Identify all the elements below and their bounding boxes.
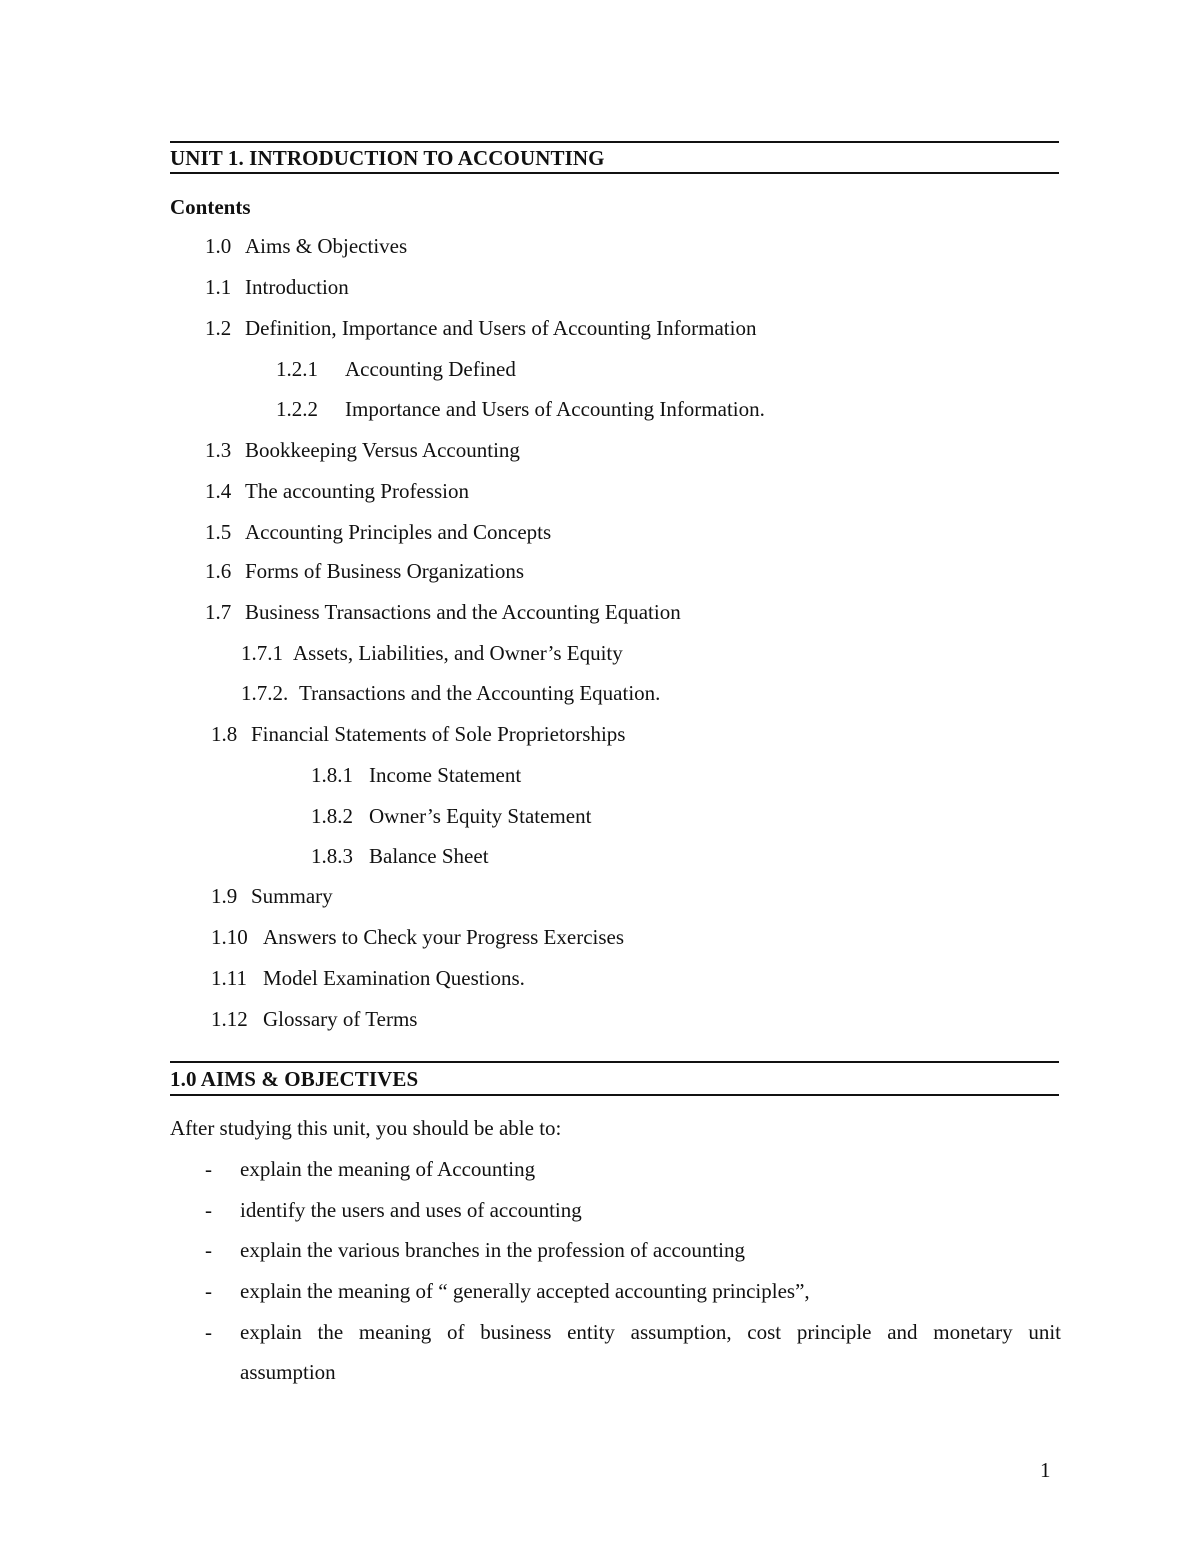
toc-item: [205, 600, 681, 624]
heading-top-rule: [170, 141, 1059, 143]
toc-title: Definition, Importance and Users of Accounting Information: [245, 316, 757, 340]
toc-title: Balance Sheet: [369, 844, 489, 868]
toc-number: 1.8.1: [311, 763, 353, 787]
toc-number: 1.7.1: [241, 641, 283, 665]
contents-label: Contents: [170, 195, 251, 219]
toc-title: Assets, Liabilities, and Owner’s Equity: [293, 641, 623, 665]
toc-title: Aims & Objectives: [245, 234, 408, 258]
toc-item: [241, 681, 660, 705]
toc-number: 1.8.2: [311, 804, 353, 828]
toc-number: 1.0: [205, 234, 232, 258]
toc-number: 1.3: [205, 438, 232, 462]
toc-title: Transactions and the Accounting Equation.: [299, 681, 661, 705]
toc-item: [211, 722, 625, 746]
toc-number: 1.6: [205, 559, 232, 583]
toc-number: 1.4: [205, 479, 232, 503]
bullet-marker: -: [205, 1279, 212, 1303]
heading-bottom-rule: [170, 172, 1059, 174]
toc-item: [211, 966, 525, 990]
toc-title: Summary: [251, 884, 333, 908]
objective-item: explain the meaning of Accounting: [240, 1157, 536, 1181]
toc-number: 1.2.1: [276, 357, 318, 381]
toc-title: Bookkeeping Versus Accounting: [245, 438, 520, 462]
toc-title: Accounting Defined: [345, 357, 516, 381]
toc-title: Financial Statements of Sole Proprietorships: [251, 722, 626, 746]
toc-number: 1.9: [211, 884, 238, 908]
section-top-rule: [170, 1061, 1059, 1063]
toc-item: [205, 438, 520, 462]
toc-item: [205, 234, 407, 258]
toc-item: [205, 275, 349, 299]
bullet-marker: -: [205, 1320, 212, 1344]
toc-number: 1.11: [211, 966, 247, 990]
toc-number: 1.8: [211, 722, 238, 746]
toc-title: Business Transactions and the Accounting Equation: [245, 600, 681, 624]
aims-intro: After studying this unit, you should be able to:: [170, 1116, 562, 1140]
toc-item: [311, 844, 489, 868]
toc-item: [205, 316, 756, 340]
toc-item: [211, 925, 624, 949]
toc-number: 1.2.2: [276, 397, 318, 421]
toc-item: [241, 641, 623, 665]
objective-item: explain the meaning of “ generally accepted accounting principles”,: [240, 1279, 810, 1303]
toc-number: 1.12: [211, 1007, 248, 1031]
toc-item: [311, 763, 521, 787]
toc-number: 1.5: [205, 520, 232, 544]
toc-title: Forms of Business Organizations: [245, 559, 525, 583]
toc-number: 1.8.3: [311, 844, 353, 868]
unit-heading: UNIT 1. INTRODUCTION TO ACCOUNTING: [170, 146, 605, 170]
toc-title: Importance and Users of Accounting Information.: [345, 397, 765, 421]
objective-item: explain the meaning of business entity assumption, cost principle and monetary unit: [240, 1320, 1061, 1344]
toc-title: Accounting Principles and Concepts: [245, 520, 552, 544]
toc-item: [205, 559, 524, 583]
toc-title: Glossary of Terms: [263, 1007, 418, 1031]
toc-title: The accounting Profession: [245, 479, 469, 503]
bullet-marker: -: [205, 1157, 212, 1181]
toc-title: Owner’s Equity Statement: [369, 804, 592, 828]
toc-number: 1.2: [205, 316, 232, 340]
bullet-marker: -: [205, 1238, 212, 1262]
objective-item-continuation: assumption: [240, 1360, 336, 1384]
toc-item: [205, 520, 551, 544]
toc-item: [276, 397, 765, 421]
toc-number: 1.7: [205, 600, 232, 624]
toc-item: [276, 357, 516, 381]
toc-item: [211, 1007, 417, 1031]
toc-number: 1.1: [205, 275, 232, 299]
toc-number: 1.10: [211, 925, 248, 949]
objective-item: identify the users and uses of accounting: [240, 1198, 582, 1222]
section-heading: 1.0 AIMS & OBJECTIVES: [170, 1067, 419, 1091]
toc-title: Introduction: [245, 275, 349, 299]
toc-item: [205, 479, 469, 503]
page-number: 1: [1040, 1458, 1051, 1482]
toc-item: [311, 804, 591, 828]
toc-title: Answers to Check your Progress Exercises: [263, 925, 625, 949]
toc-number: 1.7.2.: [241, 681, 289, 705]
toc-item: [211, 884, 333, 908]
toc-title: Model Examination Questions.: [263, 966, 525, 990]
section-bottom-rule: [170, 1094, 1059, 1096]
objective-item: explain the various branches in the profession of accounting: [240, 1238, 746, 1262]
toc-title: Income Statement: [369, 763, 522, 787]
bullet-marker: -: [205, 1198, 212, 1222]
